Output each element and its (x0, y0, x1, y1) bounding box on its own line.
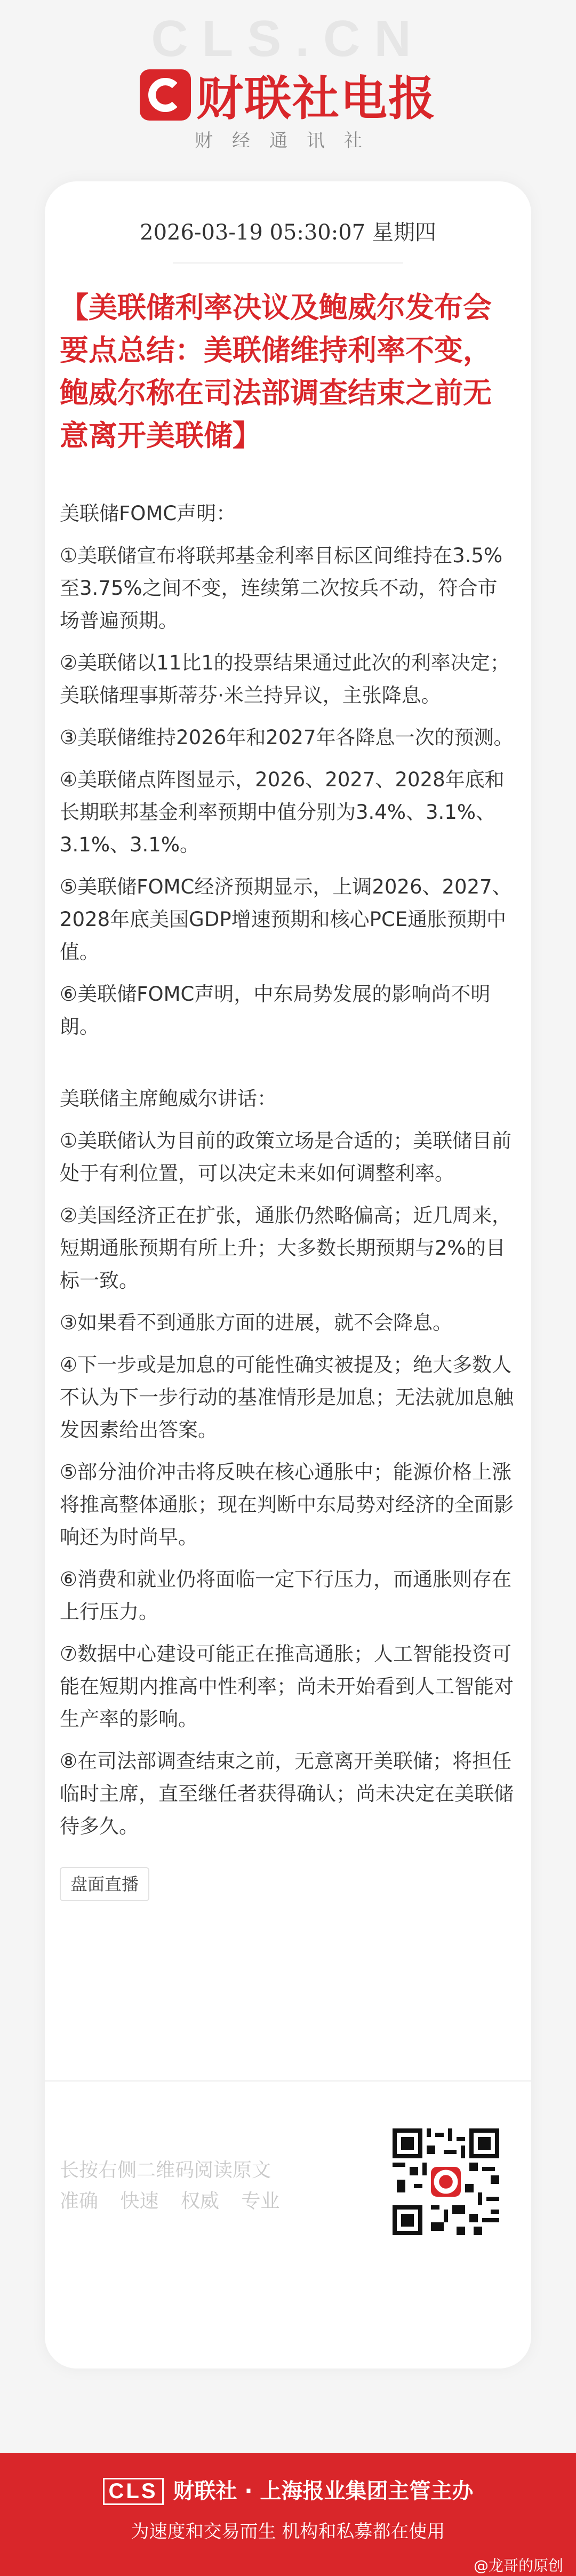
weibo-handle[interactable]: @龙哥的原创 (473, 2557, 563, 2574)
powell-point: ⑦数据中心建设可能正在推高通胀；人工智能投资可能在短期内推高中性利率；尚未开始看到人工智能对生产率的影响。 (60, 1642, 514, 1730)
hint-word: 准确 (60, 2190, 99, 2212)
powell-point: ③如果看不到通胀方面的进展，就不会降息。 (60, 1311, 453, 1334)
cls-badge: CLS (103, 2478, 164, 2505)
powell-point: ④下一步或是加息的可能性确实被提及；绝大多数人不认为下一步行动的基准情形是加息；无法就加息触发因素给出答案。 (60, 1353, 514, 1441)
powell-point: ⑥消费和就业仍将面临一定下行压力，而通胀则存在上行压力。 (60, 1568, 512, 1623)
section-heading-powell: 美联储主席鲍威尔讲话： (60, 1087, 277, 1110)
tag-live-market[interactable]: 盘面直播 (60, 1867, 149, 1901)
article-body (60, 497, 516, 1901)
watermark-text: CLS.CN (151, 10, 425, 67)
divider (173, 262, 403, 264)
footer-org-line (0, 2474, 576, 2505)
powell-point: ②美国经济正在扩张，通胀仍然略偏高；近几周来，短期通胀预期有所上升；大多数长期预期与2%的目标一致。 (60, 1204, 512, 1292)
article-card (45, 181, 531, 2368)
qr-code-icon[interactable] (393, 2128, 499, 2235)
fomc-point: ⑤美联储FOMC经济预期显示，上调2026、2027、2028年底美国GDP增速预期和核心PCE通胀预期中值。 (60, 875, 512, 963)
footer-org: · 上海报业集团主管主办 (244, 2479, 474, 2503)
powell-point: ①美联储认为目前的政策立场是合适的；美联储目前处于有利位置，可以决定未来如何调整利率。 (60, 1129, 512, 1185)
fomc-point: ④美联储点阵图显示，2026、2027、2028年底和长期联邦基金利率预期中值分别为3.4%、3.1%、3.1%、3.1%。 (60, 768, 505, 856)
footer-divider (45, 2080, 531, 2081)
hint-word: 权威 (180, 2190, 219, 2212)
fomc-point: ③美联储维持2026年和2027年各降息一次的预测。 (60, 726, 514, 749)
footer-brand: 财联社 (173, 2479, 237, 2503)
hint-word: 快速 (120, 2190, 159, 2212)
cls-logo-icon (140, 69, 191, 121)
hint-word: 专业 (241, 2190, 280, 2212)
fomc-point: ②美联储以11比1的投票结果通过此次的利率决定；美联储理事斯蒂芬·米兰持异议，主张降息。 (60, 651, 510, 707)
brand-logo (0, 63, 576, 127)
fomc-point: ①美联储宣布将联邦基金利率目标区间维持在3.5%至3.75%之间不变，连续第二次按兵不动，符合市场普遍预期。 (60, 544, 503, 632)
article-datetime: 2026-03-19 05:30:07 星期四 (140, 220, 436, 245)
section-heading-fomc: 美联储FOMC声明： (60, 502, 236, 525)
brand-subtitle: 财经通讯社 (195, 130, 381, 151)
fomc-point: ⑥美联储FOMC声明，中东局势发展的影响尚不明朗。 (60, 983, 491, 1038)
powell-point: ⑧在司法部调查结束之前，无意离开美联储；将担任临时主席，直至继任者获得确认；尚未决定在美联储待多久。 (60, 1750, 514, 1838)
qr-hint (60, 2155, 295, 2217)
brand-name: 财联社电报 (196, 71, 436, 126)
qr-hint-line: 长按右侧二维码阅读原文 (60, 2159, 271, 2181)
footer-slogan: 为速度和交易而生 机构和私募都在使用 (131, 2521, 445, 2542)
powell-point: ⑤部分油价冲击将反映在核心通胀中；能源价格上涨将推高整体通胀；现在判断中东局势对经济的全面影响还为时尚早。 (60, 1461, 514, 1549)
article-title: 【美联储利率决议及鲍威尔发布会要点总结：美联储维持利率不变，鲍威尔称在司法部调查结束之前无意离开美联储】 (60, 290, 492, 452)
footer-bar (0, 2453, 576, 2576)
